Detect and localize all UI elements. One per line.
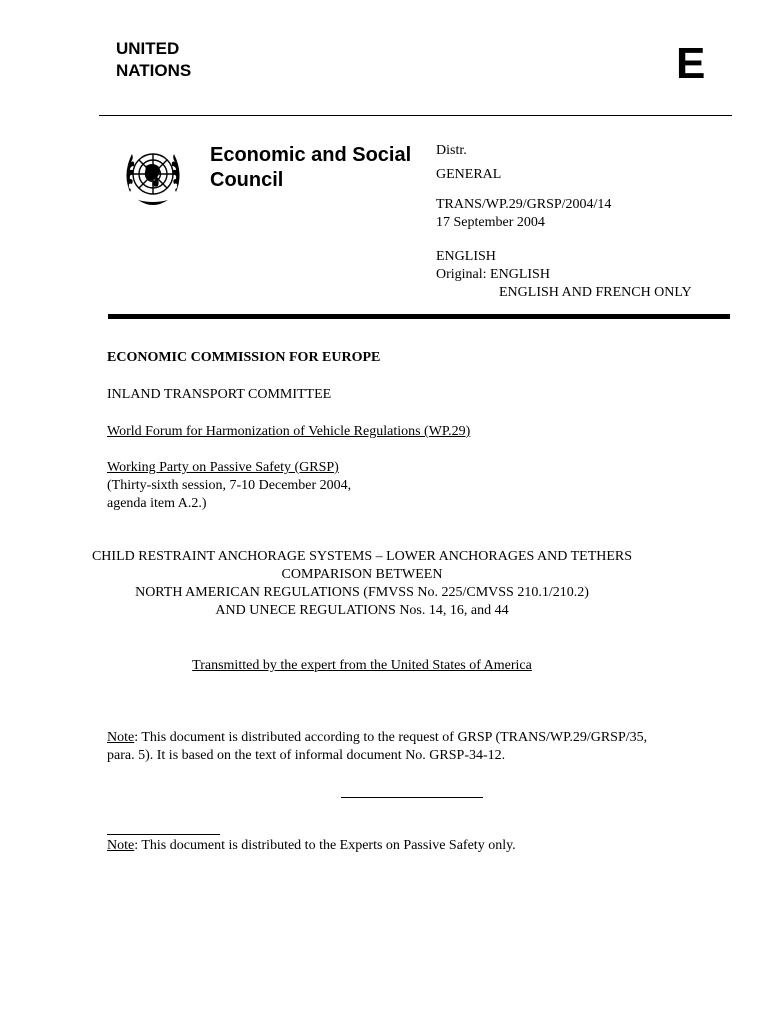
- agenda-item: agenda item A.2.): [107, 496, 207, 511]
- transmitted-by: Transmitted by the expert from the United States of America: [192, 658, 532, 673]
- distribution-general: GENERAL: [436, 167, 502, 182]
- session-info: (Thirty-sixth session, 7-10 December 2004,: [107, 478, 352, 493]
- distribution-label: Distr.: [436, 143, 467, 158]
- footnote-separator: [107, 834, 220, 835]
- footnote: [107, 837, 516, 855]
- note-paragraph: [107, 729, 647, 765]
- document-title-line3: NORTH AMERICAN REGULATIONS (FMVSS No. 225/CMVSS 210.1/210.2): [135, 585, 589, 600]
- section-separator: [341, 797, 483, 798]
- note-line1: : This document is distributed according to the request of GRSP (TRANS/WP.29/GRSP/35,: [134, 730, 648, 745]
- council-name-line1: Economic and Social: [210, 144, 412, 166]
- committee-heading: INLAND TRANSPORT COMMITTEE: [107, 387, 332, 402]
- working-party-heading: Working Party on Passive Safety (GRSP): [107, 460, 339, 475]
- header-divider: [99, 115, 732, 116]
- document-title-line4: AND UNECE REGULATIONS Nos. 14, 16, and 44: [215, 603, 509, 618]
- distribution-block: [436, 142, 692, 302]
- footnote-text: : This document is distributed to the Experts on Passive Safety only.: [134, 838, 516, 853]
- working-party-block: [107, 459, 351, 513]
- council-name: [210, 143, 411, 193]
- title-divider: [108, 314, 730, 319]
- forum-heading: World Forum for Harmonization of Vehicle Regulations (WP.29): [107, 424, 471, 439]
- organization-name: [116, 38, 191, 82]
- commission-heading: ECONOMIC COMMISSION FOR EUROPE: [107, 350, 381, 365]
- document-title-line2: COMPARISON BETWEEN: [281, 567, 443, 582]
- document-symbol: TRANS/WP.29/GRSP/2004/14: [436, 197, 612, 212]
- document-date: 17 September 2004: [436, 215, 545, 230]
- document-language: ENGLISH: [436, 249, 496, 264]
- organization-name-line1: UNITED: [116, 39, 180, 58]
- council-name-line2: Council: [210, 169, 284, 191]
- note-line2: para. 5). It is based on the text of informal document No. GRSP-34-12.: [107, 748, 506, 763]
- footnote-label: Note: [107, 838, 135, 853]
- language-letter: E: [676, 39, 706, 88]
- original-language: Original: ENGLISH: [436, 267, 550, 282]
- organization-name-line2: NATIONS: [116, 61, 192, 80]
- document-title-line1: CHILD RESTRAINT ANCHORAGE SYSTEMS – LOWER ANCHORAGES AND TETHERS: [91, 549, 633, 564]
- note-label: Note: [107, 730, 135, 745]
- language-availability: ENGLISH AND FRENCH ONLY: [499, 285, 692, 300]
- document-title: [0, 548, 724, 620]
- un-emblem-icon: [116, 140, 190, 212]
